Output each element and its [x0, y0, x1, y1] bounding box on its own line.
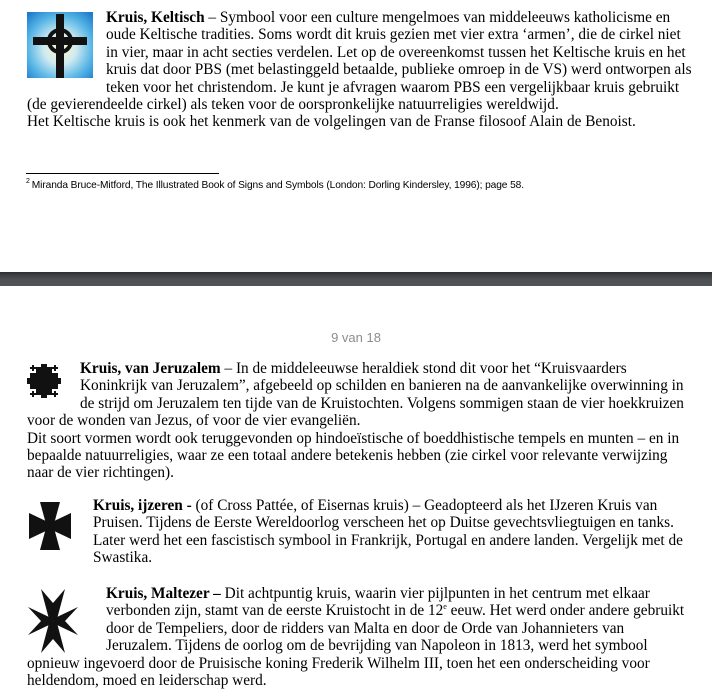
entry-kruis-keltisch: [27, 9, 707, 131]
footnote-number: 2: [26, 178, 30, 185]
entry-kruis-jeruzalem: [27, 360, 707, 482]
jerusalem-cross-icon: [27, 364, 61, 398]
footnote-separator: [26, 173, 219, 174]
entry-line: naar de vier richtingen).: [27, 464, 174, 482]
celtic-cross-icon: [27, 12, 93, 78]
entry-kruis-ijzeren: [27, 497, 707, 567]
entry-line: Dit soort vormen wordt ook teruggevonden op hindoeïstische of boeddhistische tempels en munten – en in: [27, 429, 680, 447]
entry-line: bepaalde natuurreligies, waar ze een totaal andere betekenis hebben (zie cirkel voor relevante verwijzing: [27, 447, 668, 465]
superscript: e: [443, 602, 447, 612]
entry-line: Kruis, Maltezer – Dit achtpuntig kruis, waarin vier pijlpunten in het centrum met elkaar: [106, 585, 650, 602]
pdf-page-previous: [0, 0, 712, 272]
entry-line: kruis dat door PBS (met belastinggeld betaalde, publieke omroep in de VS) werd ontworpen als: [106, 61, 692, 79]
entry-line: Het Keltische kruis is ook het kenmerk van de volgelingen van de Franse filosoof Alain de Benoist.: [27, 113, 636, 131]
entry-line: door de Tempeliers, door de ridders van Malta en door de Orde van Johannieters van: [106, 619, 625, 637]
page-indicator: 9 van 18: [331, 330, 381, 345]
entry-line: Pruisen. Tijdens de Eerste Wereldoorlog verscheen het op Duitse gevechtsvliegtuigen en tanks.: [93, 514, 674, 532]
entry-line: Jeruzalem. Tijdens de oorlog om de bevrijding van Napoleon in 1813, werd het symbool: [106, 637, 648, 655]
entry-line: teken voor het christendom. Je kunt je afvragen waarom PBS een vergelijkbaar kruis gebruikt: [106, 78, 680, 96]
entry-line: de strijd om Jeruzalem ten tijde van de Kruistochten. Volgens sommigen staan de vier hoekkruizen: [80, 394, 684, 412]
entry-line: opnieuw ingevoerd door de Pruisische koning Frederik Wilhelm III, toen het een onderscheiding voor: [27, 654, 650, 672]
entry-kruis-maltezer: [27, 585, 707, 689]
entry-line: in vier, maar in acht secties verdelen. Let op de overeenkomst tussen het Keltische kruis en het: [106, 43, 686, 61]
entry-title: Kruis, ijzeren -: [93, 497, 192, 514]
footnote: [26, 180, 706, 191]
entry-line: Later werd het een fascistisch symbool in Frankrijk, Portugal en andere landen. Vergelijk met de: [93, 531, 683, 549]
entry-title: Kruis, Keltisch: [106, 9, 205, 26]
footnote-text: Miranda Bruce-Mitford, The Illustrated Book of Signs and Symbols (London: Dorling Kindersley, 1996); page 58.: [31, 180, 524, 191]
entry-line: Kruis, Keltisch – Symbool voor een culture mengelmoes van middeleeuws katholicisme en: [106, 9, 671, 26]
entry-line: Kruis, ijzeren - (of Cross Pattée, of Eisernas kruis) – Geadopteerd als het IJzeren Kruis van: [93, 497, 658, 514]
entry-line: Koninkrijk van Jeruzalem”, afgebeeld op schilden en banieren na de aanvankelijke overwinning in: [80, 377, 684, 395]
entry-title: Kruis, Maltezer –: [106, 585, 221, 602]
entry-line: oude Keltische tradities. Soms wordt dit kruis gezien met vier extra ‘armen’, die de cirkel niet: [106, 26, 681, 44]
iron-cross-icon: [27, 500, 73, 552]
entry-line: Swastika.: [93, 549, 153, 567]
entry-line: verbonden zijn, stamt van de eerste Kruistocht in de 12e eeuw. Het werd onder andere gebruikt: [106, 602, 685, 620]
entry-line: (de gevierendeelde cirkel) als teken voor de oorspronkelijke natuurreligies wereldwijd.: [27, 96, 559, 114]
page-divider: [0, 272, 712, 286]
entry-line: Kruis, van Jeruzalem – In de middeleeuwse heraldiek stond dit voor het “Kruisvaarders: [80, 360, 627, 377]
entry-title: Kruis, van Jeruzalem: [80, 360, 221, 377]
entry-line: heldendom, moed en leiderschap werd.: [27, 672, 267, 689]
maltese-cross-icon: [27, 587, 79, 655]
entry-line: voor de wonden van Jezus, of voor de vier evangeliën.: [27, 412, 361, 430]
